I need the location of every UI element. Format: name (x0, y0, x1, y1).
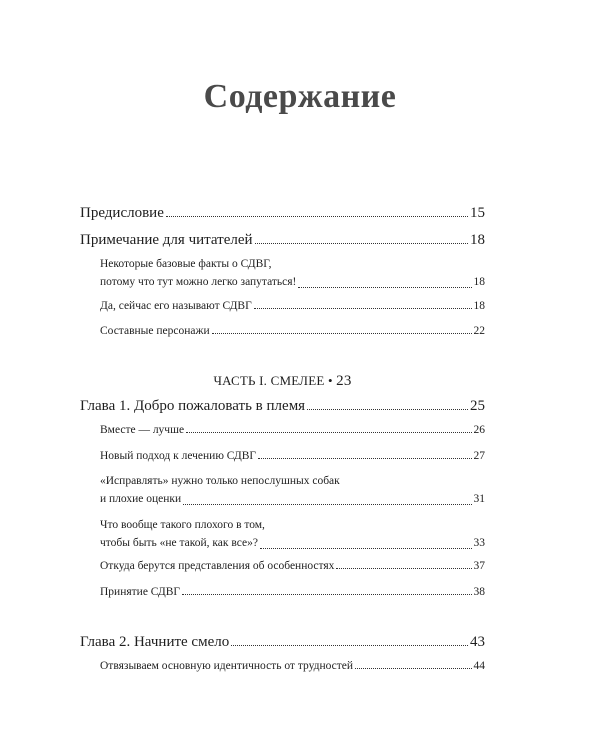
toc-entry-label: потому что тут можно легко запутаться! (100, 275, 297, 288)
dot-leader (254, 308, 472, 309)
part-heading[interactable] (80, 373, 485, 390)
toc-page-number: 37 (473, 560, 485, 572)
dot-leader (212, 333, 472, 334)
toc-entry-chapter-1-item-3[interactable] (100, 473, 485, 509)
toc-entry-chapter-1-item-5[interactable] (100, 560, 485, 573)
dot-leader (307, 409, 468, 410)
toc-entry-note[interactable] (80, 232, 485, 249)
toc-entry-chapter-1-item-2[interactable] (100, 450, 485, 463)
dot-leader (183, 504, 471, 505)
dot-leader (186, 432, 471, 433)
toc-entry-label: Откуда берутся представления об особенностях (100, 560, 335, 572)
toc-page-number: 26 (473, 424, 485, 436)
bullet-separator: • (327, 373, 333, 388)
toc-entry-label: Составные персонажи (100, 325, 210, 337)
toc-entry-label: Да, сейчас его называют СДВГ (100, 300, 252, 312)
toc-entry-label: Глава 1. Добро пожаловать в племя (80, 398, 306, 414)
toc-entry-label: чтобы быть «не такой, как все»? (100, 536, 258, 549)
toc-entry-label: Предисловие (80, 205, 164, 221)
toc-page-number: 33 (473, 536, 485, 549)
dot-leader (182, 594, 471, 595)
toc-entry-label: Что вообще такого плохого в том, (100, 519, 265, 531)
toc-page-number: 18 (473, 300, 485, 312)
toc-entry-label: Примечание для читателей (80, 232, 253, 248)
toc-page-number: 18 (470, 232, 485, 248)
dot-leader (355, 668, 471, 669)
dot-leader (298, 287, 471, 288)
dot-leader (260, 548, 472, 549)
toc-page-number: 23 (336, 373, 352, 389)
dot-leader (166, 216, 468, 217)
toc-entry-chapter-1-item-6[interactable] (100, 586, 485, 599)
toc-entry-chapter-2-item-1[interactable] (100, 660, 485, 673)
toc-page-number: 31 (473, 492, 485, 505)
toc-entry-note-item-3[interactable] (100, 325, 485, 338)
toc-entry-label: Некоторые базовые факты о СДВГ, (100, 258, 272, 270)
part-heading-label: ЧАСТЬ I. СМЕЛЕЕ (213, 373, 325, 388)
toc-page-number: 18 (473, 275, 485, 288)
toc-entry-label: Глава 2. Начните смело (80, 634, 230, 650)
toc-entry-label: Вместе — лучше (100, 424, 185, 436)
toc-entry-label: и плохие оценки (100, 492, 182, 505)
toc-page-number: 38 (473, 586, 485, 598)
page-title: Содержание (203, 78, 397, 115)
toc-entry-note-item-2[interactable] (100, 300, 485, 313)
dot-leader (255, 243, 468, 244)
toc-page-number: 25 (470, 398, 485, 414)
toc-entry-chapter-1-item-1[interactable] (100, 424, 485, 437)
toc-entry-chapter-1[interactable] (80, 398, 485, 415)
toc-entry-chapter-1-item-4[interactable] (100, 517, 485, 553)
toc-entry-label: Новый подход к лечению СДВГ (100, 450, 257, 462)
dot-leader (336, 568, 471, 569)
toc-page-number: 27 (473, 450, 485, 462)
dot-leader (258, 458, 471, 459)
dot-leader (231, 645, 468, 646)
toc-entry-label: «Исправлять» нужно только непослушных собак (100, 475, 340, 487)
toc-entry-preface[interactable] (80, 205, 485, 222)
toc-page-number: 43 (470, 634, 485, 650)
toc-entry-label: Отвязываем основную идентичность от трудностей (100, 660, 354, 672)
toc-entry-chapter-2[interactable] (80, 634, 485, 651)
toc-page-number: 44 (473, 660, 485, 672)
toc-entry-label: Принятие СДВГ (100, 586, 181, 598)
toc-page-number: 15 (470, 205, 485, 221)
toc-page-number: 22 (473, 325, 485, 337)
toc-entry-note-item-1[interactable] (100, 256, 485, 292)
